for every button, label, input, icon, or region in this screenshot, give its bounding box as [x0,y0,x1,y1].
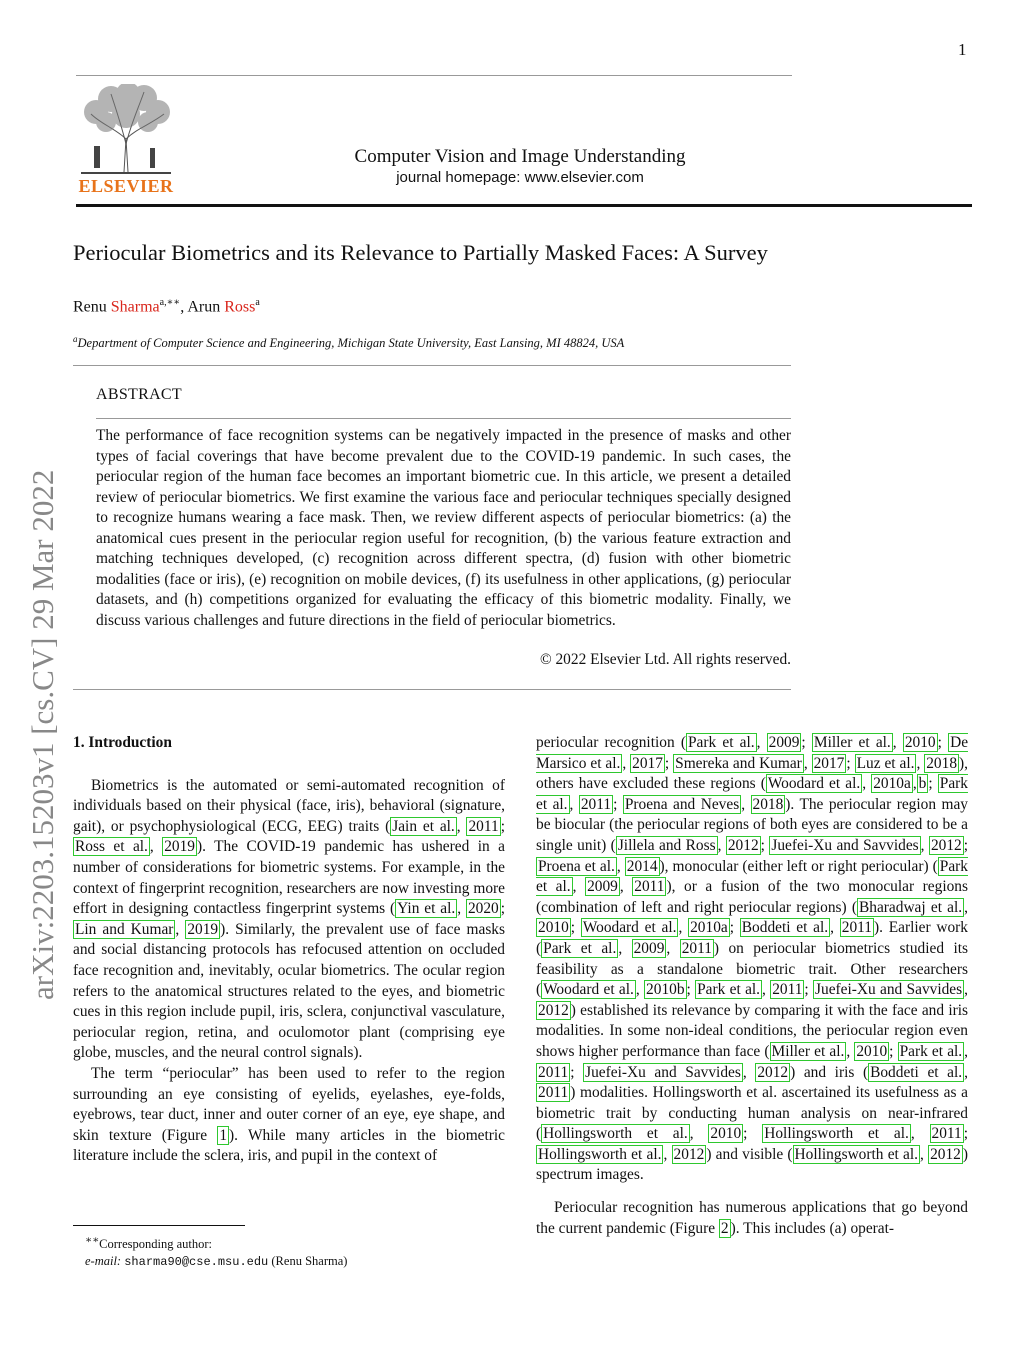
text-run: ; [613,795,623,813]
citation-link[interactable]: Hollingsworth et al. [764,1125,909,1143]
text-run: , [892,734,903,751]
affil-mark: a [73,334,78,344]
text-run: ; [570,1063,584,1081]
text-run: Biometrics is the automated or semi-automated recognition of individuals based on their physical (face, iris), behavioral (signature, gait), or psychophysiological (ECG, EEG) traits ( [73,776,505,835]
citation-link[interactable]: Hollingsworth et al. [543,1125,688,1143]
citation-link[interactable]: 2011 [841,919,872,937]
text-run: ; [889,1042,898,1060]
text-run: ) on periocular biometrics studied its feasibility as a standalone biometric trait. Other researchers ( [536,939,968,999]
citation-link[interactable]: b [918,775,927,793]
citation-link[interactable]: 2014 [626,857,658,875]
citation-link[interactable]: Jillela and Ross [617,836,716,854]
citation-link[interactable]: 1 [219,1126,228,1144]
citation-link[interactable]: Boddeti et al. [741,919,829,937]
citation-link[interactable]: 2011 [772,981,803,999]
text-run: , [678,919,689,937]
text-run: ; [804,981,814,999]
email-owner: (Renu Sharma) [268,1254,348,1269]
author-list [73,297,260,316]
text-run: , [666,939,680,957]
text-run: periocular recognition ( [536,734,686,751]
abstract-heading: ABSTRACT [96,386,182,403]
citation-link[interactable]: Hollingsworth et al. [538,1145,662,1163]
citation-link[interactable]: 2012 [673,1145,705,1163]
text-run: ). The periocular region may be biocular (the periocular regions of both eyes are considered to be a single unit) ( [536,795,968,854]
citation-link[interactable]: Park et al. [687,734,755,751]
citation-link[interactable]: 2019 [164,838,195,856]
elsevier-logo [76,84,176,196]
citation-link[interactable]: 2012 [757,1063,789,1081]
citation-link[interactable]: 2012 [538,1001,569,1019]
page-number: 1 [958,40,967,59]
citation-link[interactable]: Jain et al. [392,817,455,835]
citation-link[interactable]: 2010a [690,919,728,937]
text-run: ) spectrum images. [536,1145,969,1184]
text-run: , [741,795,751,813]
text-run: , [149,838,163,856]
footnote-label: Corresponding author: [99,1237,212,1252]
text-run: , [619,878,633,896]
citation-link[interactable]: Proena et al. [538,857,615,875]
citation-link[interactable]: 2011 [931,1125,962,1143]
citation-link[interactable]: Juefei-Xu and Savvides [585,1063,741,1081]
text-run: ) and visible ( [706,1145,793,1163]
text-run: , [618,939,632,957]
citation-link[interactable]: Park et al. [899,1042,963,1060]
citation-link[interactable]: Luz et al. [856,754,915,772]
citation-link[interactable]: 2020 [467,900,499,918]
text-run: , [910,1125,930,1143]
citation-link[interactable]: Smereka and Kumar [675,754,802,772]
citation-link[interactable]: Woodard et al. [582,919,677,937]
paragraph [536,1198,968,1239]
text-run: ; [686,981,696,999]
citation-link[interactable]: 2011 [580,795,612,813]
email-label: e-mail: [85,1254,125,1269]
author-given-name: Renu [73,298,111,316]
citation-link[interactable]: 2011 [538,1084,569,1102]
text-run: , [964,1042,969,1060]
text-run: ; [760,836,770,854]
text-run: ). The COVID-19 pandemic has ushered in a number of considerations for biometric systems. For example, in the context of fingerprint recognition, researchers are now investing more effort in designing contactless fingerprint systems ( [73,838,505,918]
citation-link[interactable]: Park et al. [536,857,968,896]
text-run: ; [500,817,505,835]
text-run: ). While many articles in the biometric literature include the sclera, iris, and pupil in the context of [73,1126,505,1165]
text-run: , [175,920,186,938]
abstract-top-rule [73,365,791,366]
text-run: , [616,857,625,875]
text-run: , [916,754,925,772]
citation-link[interactable]: 2009 [768,734,800,751]
text-run: , [762,981,771,999]
text-run: ). Earlier work ( [536,919,968,957]
text-run: Periocular recognition has numerous applications that go beyond the current pandemic (Figure [536,1199,968,1237]
text-run: ), monocular (either left or right periocular) ( [659,857,938,875]
citation-link[interactable]: Yin et al. [397,900,456,918]
text-run: , [456,817,467,835]
email-link[interactable]: sharma90@cse.msu.edu [124,1255,269,1270]
author-affil-mark: a,∗∗ [159,297,181,308]
paper-title: Periocular Biometrics and its Relevance to Partially Masked Faces: A Survey [73,240,768,265]
text-run: ; [801,734,812,751]
text-run: , [912,775,917,793]
citation-link[interactable]: 2010 [856,1042,888,1060]
text-run: ), others have excluded these regions ( [536,754,968,793]
citation-link[interactable]: Woodard et al. [543,981,634,999]
citation-link[interactable]: 2010b [646,981,685,999]
citation-link[interactable]: Miller et al. [813,734,891,751]
journal-title: Computer Vision and Image Understanding [354,146,686,167]
arxiv-identifier: arXiv:2203.15203v1 [cs.CV] 29 Mar 2022 [25,469,60,1000]
footnote [85,1232,347,1271]
author-separator: , Arun [180,298,225,316]
text-run: , [717,836,726,854]
text-run: , [846,1042,855,1060]
citation-link[interactable]: Juefei-Xu and Savvides [815,981,963,999]
tree-icon [76,84,176,176]
text-run: , [964,898,968,916]
text-run: ; [963,1125,968,1143]
citation-link[interactable]: 2011 [681,939,712,957]
citation-link[interactable]: Woodard et al. [767,775,861,793]
paragraph [73,1064,505,1167]
text-run: , [756,734,767,751]
citation-link[interactable]: Park et al. [697,981,761,999]
text-run: , [635,981,645,999]
citation-link[interactable]: Bharadwaj et al. [859,898,963,916]
text-run: ; [743,1125,763,1143]
affiliation-text: Department of Computer Science and Engineering, Michigan State University, East Lansing, MI 48824, USA [77,336,625,351]
text-run: ). This includes (a) operat- [730,1219,895,1237]
paragraph [536,733,968,1186]
text-run: ; [570,919,581,937]
citation-link[interactable]: Ross et al. [75,838,148,856]
copyright: © 2022 Elsevier Ltd. All rights reserved. [539,651,791,668]
header-rule [76,75,792,76]
abstract-head-rule [96,418,791,419]
citation-link[interactable]: 2018 [752,795,784,813]
citation-link[interactable]: 2011 [468,817,499,835]
citation-link[interactable]: 2010a [873,775,911,793]
text-run: The term “periocular” has been used to refer to the region surrounding an eye consisting of eyelids, eyelashes, eye-folds, eyebrows, tear duct, inner and outer corner of an eye, eye shape, and skin texture (Figure [73,1064,505,1144]
text-run: , [803,754,812,772]
citation-link[interactable]: Park et al. [536,775,968,813]
footnote-mark: ∗∗ [85,1235,100,1246]
author-link-sharma[interactable]: Sharma [110,298,160,316]
author-affil-mark: a [255,297,260,308]
journal-homepage: journal homepage: www.elsevier.com [396,169,644,186]
text-run: , [569,795,579,813]
text-run: , [920,836,929,854]
text-run: ; [846,754,855,772]
citation-link[interactable]: 2010 [710,1125,742,1143]
text-run: , [920,1145,929,1163]
citation-link[interactable]: 2009 [587,878,618,896]
author-link-ross[interactable]: Ross [224,298,256,316]
text-run: ) established its relevance by comparing it with the face and iris modalities. In some non-ideal conditions, the periocular region even shows higher performance than face ( [536,1001,968,1060]
citation-link[interactable]: 2011 [634,878,665,896]
citation-link[interactable]: 2017 [632,754,663,772]
text-run: , [572,878,586,896]
citation-link[interactable]: 2012 [727,836,759,854]
text-run: ; [928,775,938,793]
text-run: ; [937,734,949,751]
paragraph [73,776,505,1064]
text-run: , [830,919,840,937]
citation-link[interactable]: Park et al. [543,939,617,957]
text-run: , [457,900,466,918]
text-run: , [622,754,631,772]
citation-link[interactable]: 2019 [187,920,219,938]
citation-link[interactable]: Lin and Kumar [75,920,174,938]
text-run: ), or a fusion of the two monocular regions (combination of left and right periocular regions) ( [536,878,968,916]
logo-wordmark: ELSEVIER [78,176,174,196]
citation-link[interactable]: 2017 [813,754,845,772]
footnote-rule [73,1225,245,1226]
paragraph-gap [536,1186,968,1198]
citation-link[interactable]: 2012 [930,836,962,854]
text-run: ; [664,754,674,772]
abstract-bottom-rule [73,689,791,690]
citation-link[interactable]: De Marsico et al. [536,734,969,772]
citation-link[interactable]: 2012 [930,1145,961,1163]
text-run: ; [963,836,969,854]
text-run: , [689,1125,709,1143]
citation-link[interactable]: Miller et al. [771,1042,845,1060]
citation-link[interactable]: 2010 [538,919,569,937]
text-run: ) and iris ( [790,1063,869,1081]
text-run: , [862,775,872,793]
right-column [536,733,968,1239]
text-run: ) modalities. Hollingsworth et al. ascertained its usefulness as a biometric trait by conducting human analysis on near-infrared ( [536,1084,968,1143]
citation-link[interactable]: 2010 [904,734,936,751]
text-run: , [964,1063,968,1081]
text-run: , [964,981,968,999]
citation-link[interactable]: 2018 [926,754,958,772]
abstract-text: The performance of face recognition systems can be negatively impacted in the presence of masks and other types of facial coverings that have become prevalent due to the COVID-19 pandemic. In such cases, the periocular region of the human face becomes an important biometric cue. In this article, we present a detailed review of periocular biometrics. We first examine the various face and periocular techniques specially designed to recognize humans wearing a face mask. Then, we review different aspects of periocular biometrics: (a) the anatomical cues present in the periocular region useful for recognition, (b) the various feature extraction and matching techniques developed, (c) recognition across different spectra, (d) fusion with other biometric modalities (face or iris), (e) recognition on mobile devices, (f) its usefulness in other applications, (g) periocular datasets, and (h) competitions organized for evaluating the efficacy of this biometric modality. Finally, we discuss various challenges and future directions in the field of periocular biometrics. [96,427,791,629]
citation-link[interactable]: 2 [720,1219,729,1237]
text-run: ; [729,919,740,937]
text-run: , [663,1145,672,1163]
header-thick-rule [76,204,972,207]
citation-link[interactable]: Boddeti et al. [870,1063,963,1081]
citation-link[interactable]: Proena and Neves [624,795,740,813]
text-run: , [742,1063,756,1081]
text-run: ; [500,900,506,918]
section-heading: 1. Introduction [73,734,172,751]
affiliation [73,334,624,351]
citation-link[interactable]: 2011 [538,1063,569,1081]
citation-link[interactable]: Juefei-Xu and Savvides [771,836,919,854]
left-column [73,733,505,1167]
citation-link[interactable]: Hollingsworth et al. [794,1145,918,1163]
citation-link[interactable]: 2009 [633,939,665,957]
text-run: ). Similarly, the prevalent use of face masks and social distancing protocols has refocused attention on occluded face recognition and, inevitably, ocular biometrics. The ocular region refers to the anatomical structures related to the eyes, and biometric cues in this region include pupil, iris, sclera, conjunctival vasculature, periocular region, retina, and oculomotor plant (comprising eye globe, muscles, and the neural control signals). [73,920,505,1062]
